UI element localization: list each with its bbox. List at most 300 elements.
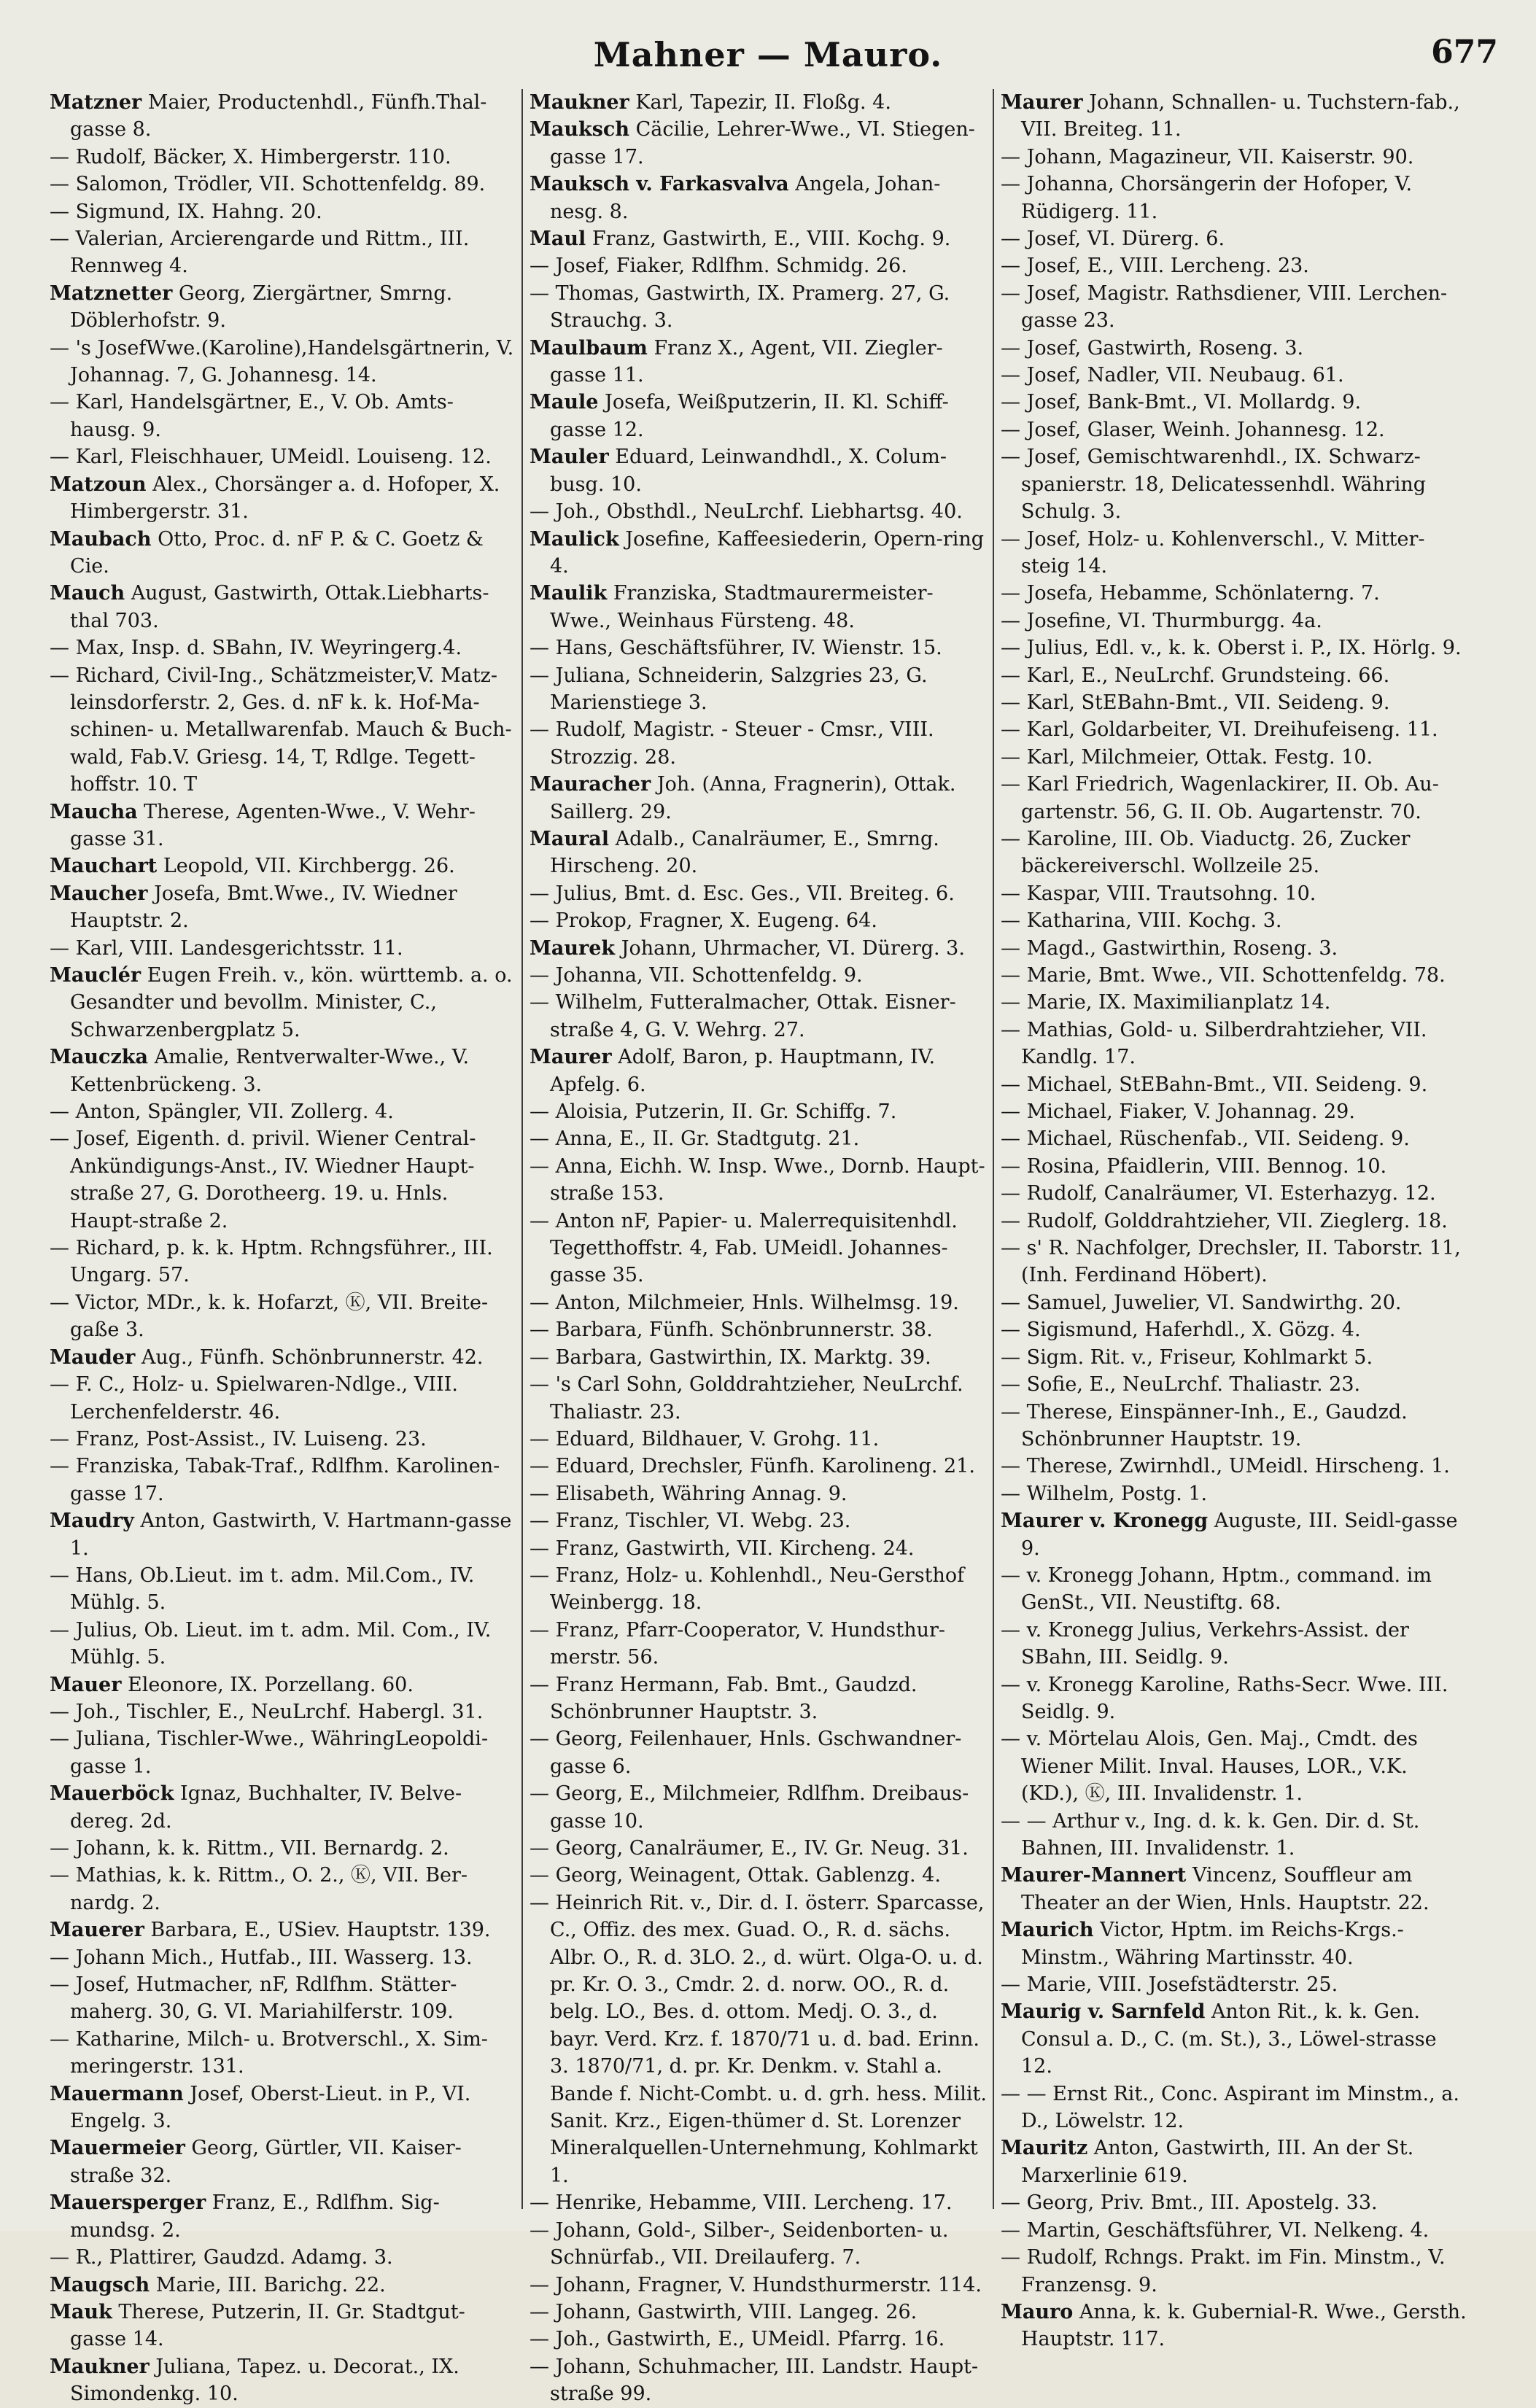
directory-entry [50, 1235, 516, 1289]
entry-text: — Julius, Bmt. d. Esc. Ges., VII. Breiteg. 6. [530, 882, 955, 905]
entry-text: — v. Kronegg Julius, Verkehrs-Assist. der SBahn, III. Seidlg. 9. [1001, 1618, 1409, 1669]
entry-text: — Richard, p. k. k. Hptm. Rchngsführer., III. Ungarg. 57. [50, 1237, 493, 1287]
directory-entry [1001, 607, 1467, 634]
entry-text: — Thomas, Gastwirth, IX. Pramerg. 27, G. Strauchg. 3. [530, 281, 950, 333]
directory-entry [530, 989, 988, 1044]
directory-entry [50, 1971, 516, 2026]
entry-text: — Karl, Goldarbeiter, VI. Dreihufeiseng. 11. [1001, 718, 1438, 742]
entry-surname: Maukner [50, 2355, 150, 2378]
directory-entry [1001, 962, 1467, 989]
directory-entry [530, 1780, 988, 1835]
entry-text: — Franz, Gastwirth, VII. Kircheng. 24. [530, 1537, 915, 1560]
directory-entry [530, 1862, 988, 1889]
directory-entry [50, 1289, 516, 1344]
entry-text: — Julius, Ob. Lieut. im t. adm. Mil. Com., IV. Mühlg. 5. [50, 1618, 492, 1669]
entry-text: — Marie, VIII. Josefstädterstr. 25. [1001, 1973, 1338, 1997]
entry-text: — Sigm. Rit. v., Friseur, Kohlmarkt 5. [1001, 1345, 1373, 1369]
directory-entry [1001, 335, 1467, 362]
directory-entry [50, 1944, 516, 1971]
directory-entry [50, 2353, 516, 2408]
entry-surname: Maulick [530, 527, 619, 551]
directory-entry [50, 1426, 516, 1453]
directory-entry [50, 2081, 516, 2135]
entry-surname: Maugsch [50, 2273, 150, 2296]
directory-entry [530, 252, 988, 279]
entry-text: Aug., Fünfh. Schönbrunnerstr. 42. [141, 1345, 484, 1369]
entry-surname: Maurich [1001, 1919, 1094, 1942]
entry-text: — Richard, Civil-Ing., Schätzmeister,V. Matz-leinsdorferstr. 2, Ges. d. nF k. k. Hof-Ma-schinen- u. Metallwarenfab. Mauch & Buch-wald, Fab.V. Griesg. 14, T, Rdlge. Tegett-hoffstr. 10. T [50, 664, 512, 796]
directory-entry [530, 116, 988, 171]
directory-entry [530, 335, 988, 389]
directory-entry [50, 962, 516, 1044]
directory-entry [530, 1289, 988, 1316]
entry-text: — Salomon, Trödler, VII. Schottenfeldg. 89. [50, 173, 486, 196]
directory-entry [1001, 89, 1467, 144]
entry-text: — Anna, Eichh. W. Insp. Wwe., Dornb. Haupt-straße 153. [530, 1154, 985, 1205]
entry-text: Angela, Johan-nesg. 8. [550, 173, 941, 223]
entry-text: — Rudolf, Canalräumer, VI. Esterhazyg. 12. [1001, 1182, 1436, 1205]
directory-entry [50, 198, 516, 225]
entry-surname: Maul [530, 228, 586, 251]
directory-entry [50, 2135, 516, 2189]
directory-entry [530, 580, 988, 634]
entry-text: — Sigismund, Haferhdl., X. Gözg. 4. [1001, 1318, 1361, 1342]
entry-text: — Karl, Milchmeier, Ottak. Festg. 10. [1001, 745, 1373, 769]
entry-surname: Maurer v. Kronegg [1001, 1510, 1209, 1533]
directory-entry [1001, 1998, 1467, 2080]
directory-entry [1001, 580, 1467, 607]
directory-entry [1001, 416, 1467, 443]
directory-entry [50, 1125, 516, 1235]
entry-text: — Michael, StEBahn-Bmt., VII. Seideng. 9. [1001, 1073, 1428, 1096]
directory-entry [1001, 1453, 1467, 1480]
entry-text: — s' R. Nachfolger, Drechsler, II. Taborstr. 11, (Inh. Ferdinand Höbert). [1001, 1237, 1461, 1287]
entry-text: Victor, Hptm. im Reichs-Krgs.-Minstm., Währing Martinsstr. 40. [1021, 1919, 1404, 1969]
entry-surname: Maucha [50, 800, 138, 823]
entry-text: — Georg, Canalräumer, E., IV. Gr. Neug. 31. [530, 1837, 969, 1860]
page-title: Mahner — Mauro. [593, 35, 943, 74]
directory-entry [1001, 1480, 1467, 1507]
directory-entry [50, 1044, 516, 1098]
directory-entry [50, 799, 516, 853]
entry-text: Josef, Oberst-Lieut. in P., VI. Engelg. 3. [70, 2082, 471, 2133]
entry-text: — Josef, Hutmacher, nF, Rdlfhm. Stätter-maherg. 30, G. VI. Mariahilferstr. 109. [50, 1973, 457, 2024]
directory-entry [1001, 443, 1467, 525]
entry-text: — Therese, Zwirnhdl., UMeidl. Hirscheng. 1. [1001, 1455, 1450, 1478]
directory-entry [530, 907, 988, 934]
entry-text: — Karl, E., NeuLrchf. Grundsteing. 66. [1001, 664, 1390, 687]
directory-entry [50, 1507, 516, 1562]
entry-text: — Josef, Fiaker, Rdlfhm. Schmidg. 26. [530, 255, 907, 278]
entry-surname: Maurer [530, 1046, 612, 1069]
directory-entry [530, 716, 988, 771]
directory-entry [50, 1698, 516, 1725]
directory-entry [530, 1125, 988, 1152]
entry-text: — Karl, StEBahn-Bmt., VII. Seideng. 9. [1001, 691, 1390, 714]
entry-text: — Julius, Edl. v., k. k. Oberst i. P., IX. Hörlg. 9. [1001, 637, 1462, 660]
entry-text: — 's Carl Sohn, Golddrahtzieher, NeuLrchf. Thaliastr. 23. [530, 1373, 963, 1424]
directory-entry [50, 2272, 516, 2299]
directory-entry [50, 1835, 516, 1862]
directory-entry [1001, 935, 1467, 962]
directory-entry [1001, 280, 1467, 335]
entry-text: — Karl Friedrich, Wagenlackirer, II. Ob. Au-gartenstr. 56, G. II. Ob. Augartenstr. 70. [1001, 773, 1439, 823]
entry-text: — Juliana, Schneiderin, Salzgries 23, G. Marienstiege 3. [530, 664, 928, 714]
directory-entry [1001, 744, 1467, 771]
entry-surname: Mauro [1001, 2300, 1074, 2323]
directory-entry [50, 526, 516, 580]
directory-entry [1001, 716, 1467, 743]
directory-entry [50, 852, 516, 879]
entry-surname: Maukner [530, 91, 629, 114]
directory-entry [1001, 2135, 1467, 2189]
entry-text: — Georg, Weinagent, Ottak. Gablenzg. 4. [530, 1864, 941, 1887]
entry-text: — Karoline, III. Ob. Viaductg. 26, Zucker bäckereiverschl. Wollzeile 25. [1001, 827, 1411, 878]
directory-entry [50, 335, 516, 389]
entry-text: — Karl, VIII. Landesgerichtsstr. 11. [50, 936, 403, 960]
directory-entry [1001, 1507, 1467, 1562]
entry-text: — Anton, Spängler, VII. Zollerg. 4. [50, 1100, 394, 1124]
entry-text: — Josefa, Hebamme, Schönlaterng. 7. [1001, 582, 1380, 605]
directory-entry [1001, 389, 1467, 416]
entry-surname: Mauch [50, 582, 125, 605]
entry-text: — Elisabeth, Währing Annag. 9. [530, 1482, 847, 1505]
entry-text: — Johann, Gold-, Silber-, Seidenborten- u. Schnürfab., VII. Dreilauferg. 7. [530, 2218, 949, 2269]
entry-text: Auguste, III. Seidl-gasse 9. [1021, 1510, 1458, 1560]
entry-text: — Heinrich Rit. v., Dir. d. I. österr. Sparcasse, C., Offiz. des mex. Guad. O., R. d. sächs. Albr. O., R. d. 3LO. 2., d. würt. Olga-O. u. d. pr. Kr. O. 3., Cmdr. 2. d. norw. OO., R. d. belg. LO., Bes. d. ottom. Medj. O. 3., d. bayr. Verd. Krz. f. 1870/71 u. d. bad. Erinn. 3. 1870/71, d. pr. Kr. Denkm. v. Stahl a. Bande f. Nicht-Combt. u. d. grh. hess. Milit. Sanit. Krz., Eigen-thümer d. St. Lorenzer Mineralquellen-Unternehmung, Kohlmarkt 1. [530, 1891, 987, 2187]
directory-entry [50, 880, 516, 935]
entry-text: — Michael, Fiaker, V. Johannag. 29. [1001, 1100, 1355, 1124]
entry-surname: Maurer [1001, 91, 1083, 114]
entry-text: — Josef, Glaser, Weinh. Johannesg. 12. [1001, 418, 1385, 441]
entry-text: Therese, Putzerin, II. Gr. Stadtgut-gasse 14. [70, 2300, 465, 2351]
entry-surname: Mauler [530, 446, 609, 469]
entry-text: Karl, Tapezir, II. Floßg. 4. [635, 91, 891, 114]
entry-text: — Valerian, Arcierengarde und Rittm., III. Rennweg 4. [50, 228, 470, 278]
entry-surname: Maucher [50, 882, 148, 905]
entry-text: Franz, Gastwirth, E., VIII. Kochg. 9. [591, 228, 951, 251]
entry-surname: Mauczka [50, 1046, 148, 1069]
entry-text: — Georg, Feilenhauer, Hnls. Gschwandner-gasse 6. [530, 1728, 962, 1778]
entry-text: — Sofie, E., NeuLrchf. Thaliastr. 23. [1001, 1373, 1361, 1397]
entry-text: Anna, k. k. Gubernial-R. Wwe., Gersth. Hauptstr. 117. [1021, 2300, 1467, 2351]
directory-entry [1001, 1289, 1467, 1316]
entry-text: — v. Kronegg Johann, Hptm., command. im GenSt., VII. Neustiftg. 68. [1001, 1564, 1432, 1615]
entry-text: — R., Plattirer, Gaudzd. Adamg. 3. [50, 2246, 393, 2269]
entry-text: — Franz, Holz- u. Kohlenhdl., Neu-Gersthof Weinbergg. 18. [530, 1564, 965, 1615]
entry-text: Cäcilie, Lehrer-Wwe., VI. Stiegen-gasse 17. [550, 118, 975, 168]
directory-entry [50, 1780, 516, 1835]
entry-text: — Franz Hermann, Fab. Bmt., Gaudzd. Schönbrunner Hauptstr. 3. [530, 1673, 918, 1723]
entry-surname: Maudry [50, 1510, 134, 1533]
entry-text: — Rudolf, Rchngs. Prakt. im Fin. Minstm., V. Franzensg. 9. [1001, 2246, 1446, 2296]
directory-entry [1001, 1971, 1467, 1998]
directory-entry [530, 1208, 988, 1289]
directory-entry [530, 771, 988, 826]
directory-entry [1001, 2189, 1467, 2216]
directory-entry [530, 2299, 988, 2326]
directory-column-3 [1001, 89, 1467, 2351]
entry-text: — Josef, Gemischtwarenhdl., IX. Schwarz-spanierstr. 18, Delicatessenhdl. Währing Schulg. 3. [1001, 446, 1427, 524]
entry-text: — Karl, Handelsgärtner, E., V. Ob. Amts-hausg. 9. [50, 391, 454, 441]
directory-entry [1001, 2081, 1467, 2135]
directory-entry [1001, 1371, 1467, 1398]
entry-text: — Michael, Rüschenfab., VII. Seideng. 9. [1001, 1127, 1410, 1151]
entry-surname: Maubach [50, 527, 152, 551]
entry-text: — — Ernst Rit., Conc. Aspirant im Minstm., a. D., Löwelstr. 12. [1001, 2082, 1459, 2133]
entry-surname: Maurek [530, 936, 616, 960]
directory-entry [50, 662, 516, 799]
entry-text: — Josefine, VI. Thurmburgg. 4a. [1001, 609, 1322, 632]
entry-text: — Johann, Gastwirth, VIII. Langeg. 26. [530, 2300, 918, 2323]
entry-text: Franziska, Stadtmaurermeister-Wwe., Weinhaus Fürsteng. 48. [550, 582, 934, 632]
entry-text: Ignaz, Buchhalter, IV. Belve-dereg. 2d. [70, 1782, 462, 1833]
directory-entry [1001, 1725, 1467, 1807]
entry-surname: Mauerböck [50, 1782, 174, 1806]
entry-surname: Maulbaum [530, 336, 648, 360]
directory-column-1 [50, 89, 516, 2406]
directory-entry [530, 2217, 988, 2272]
entry-text: Adolf, Baron, p. Hauptmann, IV. Apfelg. 6. [550, 1046, 936, 1096]
entry-text: — Hans, Ob.Lieut. im t. adm. Mil.Com., IV. Mühlg. 5. [50, 1564, 475, 1615]
entry-surname: Maural [530, 827, 609, 850]
entry-text: — Johann Mich., Hutfab., III. Wasserg. 13. [50, 1946, 473, 1969]
entry-text: — Magd., Gastwirthin, Roseng. 3. [1001, 936, 1338, 960]
entry-text: Eleonore, IX. Porzellang. 60. [128, 1673, 414, 1696]
directory-entry [1001, 1235, 1467, 1289]
directory-entry [530, 443, 988, 498]
directory-entry [1001, 1344, 1467, 1371]
directory-entry [50, 2026, 516, 2081]
directory-entry [50, 2299, 516, 2353]
entry-surname: Mauermeier [50, 2137, 185, 2160]
entry-text: — Rudolf, Golddrahtzieher, VII. Zieglerg. 18. [1001, 1209, 1448, 1232]
directory-entry [530, 389, 988, 443]
entry-text: — Martin, Geschäftsführer, VI. Nelkeng. 4. [1001, 2218, 1430, 2242]
directory-entry [1001, 1916, 1467, 1971]
directory-entry [530, 2326, 988, 2353]
directory-entry [50, 1344, 516, 1371]
entry-text: — Rosina, Pfaidlerin, VIII. Bennog. 10. [1001, 1154, 1387, 1178]
entry-text: — — Arthur v., Ing. d. k. k. Gen. Dir. d. St. Bahnen, III. Invalidenstr. 1. [1001, 1809, 1420, 1860]
entry-text: Amalie, Rentverwalter-Wwe., V. Kettenbrückeng. 3. [70, 1046, 470, 1096]
entry-text: Vincenz, Souffleur am Theater an der Wien, Hnls. Hauptstr. 22. [1021, 1864, 1430, 1914]
entry-text: Marie, III. Barichg. 22. [155, 2273, 386, 2296]
entry-text: Josefa, Bmt.Wwe., IV. Wiedner Hauptstr. 2. [70, 882, 457, 933]
directory-entry [1001, 1098, 1467, 1125]
entry-text: — Johann, k. k. Rittm., VII. Bernardg. 2. [50, 1837, 449, 1860]
directory-entry [50, 443, 516, 470]
directory-entry [50, 634, 516, 661]
directory-entry [1001, 771, 1467, 826]
directory-entry [530, 634, 988, 661]
entry-text: — Johanna, Chorsängerin der Hofoper, V. Rüdigerg. 11. [1001, 173, 1413, 223]
entry-surname: Mauder [50, 1345, 136, 1369]
directory-entry [50, 1916, 516, 1943]
directory-entry [1001, 526, 1467, 580]
directory-entry [530, 1153, 988, 1208]
entry-text: — Georg, E., Milchmeier, Rdlfhm. Dreibaus-gasse 10. [530, 1782, 969, 1833]
entry-text: — Josef, Gastwirth, Roseng. 3. [1001, 336, 1304, 360]
entry-text: Eugen Freih. v., kön. württemb. a. o. Gesandter und bevollm. Minister, C., Schwarzenbergplatz 5. [70, 964, 513, 1041]
directory-entry [530, 935, 988, 962]
entry-text: — Johann, Schuhmacher, III. Landstr. Haupt-straße 99. [530, 2355, 979, 2406]
directory-entry [530, 1507, 988, 1534]
directory-entry [1001, 1208, 1467, 1235]
entry-surname: Mauksch [530, 118, 629, 141]
directory-entry [530, 171, 988, 225]
entry-text: — v. Mörtelau Alois, Gen. Maj., Cmdt. des Wiener Milit. Inval. Hauses, LOR., V.K. (KD.), Ⓚ, III. Invalidenstr. 1. [1001, 1728, 1418, 1806]
entry-text: — Mathias, Gold- u. Silberdrahtzieher, VII. Kandlg. 17. [1001, 1018, 1427, 1069]
entry-text: — Franz, Pfarr-Cooperator, V. Hundsthur-merstr. 56. [530, 1618, 946, 1669]
directory-entry [1001, 2217, 1467, 2244]
directory-entry [530, 880, 988, 907]
entry-text: Juliana, Tapez. u. Decorat., IX. Simondenkg. 10. [70, 2355, 459, 2406]
directory-entry [1001, 1017, 1467, 1071]
directory-entry [50, 935, 516, 962]
directory-entry [50, 144, 516, 171]
entry-surname: Maurer-Mannert [1001, 1864, 1187, 1887]
entry-surname: Maulik [530, 582, 608, 605]
entry-text: Barbara, E., USiev. Hauptstr. 139. [150, 1919, 491, 1942]
entry-text: — Marie, Bmt. Wwe., VII. Schottenfeldg. 78. [1001, 964, 1446, 987]
directory-entry [1001, 1180, 1467, 1207]
directory-entry [1001, 1153, 1467, 1180]
directory-column-2 [530, 89, 988, 2406]
directory-entry [530, 1371, 988, 1426]
page-header [0, 15, 1536, 80]
directory-entry [530, 1562, 988, 1617]
directory-entry [530, 1535, 988, 1562]
entry-text: — Josef, Holz- u. Kohlenverschl., V. Mitter-steig 14. [1001, 527, 1425, 578]
entry-text: — Samuel, Juwelier, VI. Sandwirthg. 20. [1001, 1291, 1402, 1314]
entry-text: Eduard, Leinwandhdl., X. Colum-busg. 10. [550, 446, 947, 496]
directory-entry [530, 526, 988, 580]
entry-surname: Mauritz [1001, 2137, 1088, 2160]
directory-entry [1001, 1671, 1467, 1726]
directory-entry [530, 2353, 988, 2408]
entry-text: — Josef, Eigenth. d. privil. Wiener Central-Ankündigungs-Anst., IV. Wiedner Haupt-straße 27, G. Dorotheerg. 19. u. Hnls. Haupt-straße 2. [50, 1127, 476, 1232]
directory-entry [530, 1453, 988, 1480]
entry-text: — Therese, Einspänner-Inh., E., Gaudzd. Schönbrunner Hauptstr. 19. [1001, 1400, 1408, 1450]
entry-surname: Maule [530, 391, 599, 414]
directory-entry [50, 171, 516, 198]
directory-entry [50, 580, 516, 634]
entry-text: — Sigmund, IX. Hahng. 20. [50, 200, 322, 223]
directory-entry [530, 1671, 988, 1726]
entry-text: — Eduard, Bildhauer, V. Grohg. 11. [530, 1427, 880, 1450]
directory-entry [1001, 826, 1467, 880]
entry-surname: Matzoun [50, 473, 147, 496]
directory-entry [1001, 634, 1467, 661]
entry-text: — Franziska, Tabak-Traf., Rdlfhm. Karolinen-gasse 17. [50, 1455, 500, 1505]
entry-text: — Mathias, k. k. Rittm., O. 2., Ⓚ, VII. Ber-nardg. 2. [50, 1864, 468, 1914]
directory-entry [530, 1889, 988, 2189]
directory-entry [50, 280, 516, 335]
directory-entry [530, 662, 988, 717]
entry-text: Adalb., Canalräumer, E., Smrng. Hirscheng. 20. [550, 827, 939, 878]
directory-entry [50, 1725, 516, 1780]
entry-text: — Aloisia, Putzerin, II. Gr. Schiffg. 7. [530, 1100, 897, 1124]
directory-entry [50, 225, 516, 280]
entry-text: Anton, Gastwirth, III. An der St. Marxerlinie 619. [1021, 2137, 1414, 2187]
entry-text: Johann, Schnallen- u. Tuchstern-fab., VII. Breiteg. 11. [1021, 91, 1460, 141]
entry-surname: Mauchart [50, 855, 158, 878]
entry-text: — Katharine, Milch- u. Brotverschl., X. Sim-meringerstr. 131. [50, 2027, 488, 2078]
entry-text: — Rudolf, Bäcker, X. Himbergerstr. 110. [50, 145, 451, 168]
entry-text: — Johann, Fragner, V. Hundsthurmerstr. 114. [530, 2273, 982, 2296]
entry-text: — Josef, Bank-Bmt., VI. Mollardg. 9. [1001, 391, 1362, 414]
entry-text: — Josef, Magistr. Rathsdiener, VIII. Lerchen-gasse 23. [1001, 281, 1448, 333]
entry-surname: Mauerer [50, 1919, 144, 1942]
directory-entry [530, 2189, 988, 2216]
directory-columns [0, 89, 1536, 2406]
directory-entry [530, 1316, 988, 1343]
directory-entry [530, 1344, 988, 1371]
directory-entry [1001, 2244, 1467, 2299]
entry-text: — Kaspar, VIII. Trautsohng. 10. [1001, 882, 1316, 905]
directory-entry [1001, 1562, 1467, 1617]
directory-entry [1001, 689, 1467, 716]
directory-entry [1001, 662, 1467, 689]
directory-entry [530, 962, 988, 989]
entry-text: — Anna, E., II. Gr. Stadtgutg. 21. [530, 1127, 860, 1151]
directory-entry [1001, 907, 1467, 934]
directory-entry [530, 2272, 988, 2299]
entry-surname: Mauermann [50, 2082, 184, 2105]
entry-text: Franz X., Agent, VII. Ziegler-gasse 11. [550, 336, 943, 387]
entry-text: Anton, Gastwirth, V. Hartmann-gasse 1. [70, 1510, 512, 1560]
entry-text: — Hans, Geschäftsführer, IV. Wienstr. 15. [530, 637, 942, 660]
entry-surname: Mauersperger [50, 2191, 206, 2215]
entry-text: — Karl, Fleischhauer, UMeidl. Louiseng. 12. [50, 446, 492, 469]
entry-text: — Henrike, Hebamme, VIII. Lercheng. 17. [530, 2191, 953, 2215]
entry-surname: Matzner [50, 91, 142, 114]
entry-text: Georg, Ziergärtner, Smrng. Döblerhofstr. 9. [70, 281, 453, 333]
entry-text: — Rudolf, Magistr. - Steuer - Cmsr., VIII. Strozzig. 28. [530, 718, 934, 769]
directory-entry [1001, 252, 1467, 279]
directory-entry [1001, 1862, 1467, 1916]
entry-text: Joh. (Anna, Fragnerin), Ottak. Saillerg. 29. [550, 773, 956, 823]
entry-text: — Georg, Priv. Bmt., III. Apostelg. 33. [1001, 2191, 1378, 2215]
directory-entry [50, 389, 516, 443]
entry-surname: Matznetter [50, 281, 173, 305]
directory-entry [1001, 1316, 1467, 1343]
entry-text: — Joh., Obsthdl., NeuLrchf. Liebhartsg. 40. [530, 500, 963, 524]
directory-entry [1001, 989, 1467, 1016]
entry-text: — Johanna, VII. Schottenfeldg. 9. [530, 964, 863, 987]
entry-surname: Mauer [50, 1673, 122, 1696]
entry-surname: Mauclér [50, 964, 141, 987]
entry-text: — 's JosefWwe.(Karoline),Handelsgärtnerin, V. Johannag. 7, G. Johannesg. 14. [50, 336, 514, 387]
entry-text: — F. C., Holz- u. Spielwaren-Ndlge., VIII. Lerchenfelderstr. 46. [50, 1373, 458, 1424]
directory-entry [50, 1671, 516, 1698]
entry-text: — Anton, Milchmeier, Hnls. Wilhelmsg. 19. [530, 1291, 959, 1314]
entry-surname: Mauk [50, 2300, 112, 2323]
directory-entry [1001, 1617, 1467, 1671]
entry-text: Anton Rit., k. k. Gen. Consul a. D., C. (m. St.), 3., Löwel-strasse 12. [1021, 2000, 1437, 2078]
directory-entry [530, 1835, 988, 1862]
entry-text: — Wilhelm, Futteralmacher, Ottak. Eisner-straße 4, G. V. Wehrg. 27. [530, 991, 956, 1041]
directory-entry [1001, 880, 1467, 907]
directory-entry [50, 1617, 516, 1671]
entry-text: — v. Kronegg Karoline, Raths-Secr. Wwe. III. Seidlg. 9. [1001, 1673, 1448, 1723]
directory-entry [50, 2189, 516, 2244]
directory-entry [50, 2244, 516, 2271]
entry-text: Franz, E., Rdlfhm. Sig-mundsg. 2. [70, 2191, 440, 2242]
entry-text: Josefine, Kaffeesiederin, Opern-ring 4. [550, 527, 985, 578]
entry-text: — Josef, Nadler, VII. Neubaug. 61. [1001, 364, 1344, 387]
